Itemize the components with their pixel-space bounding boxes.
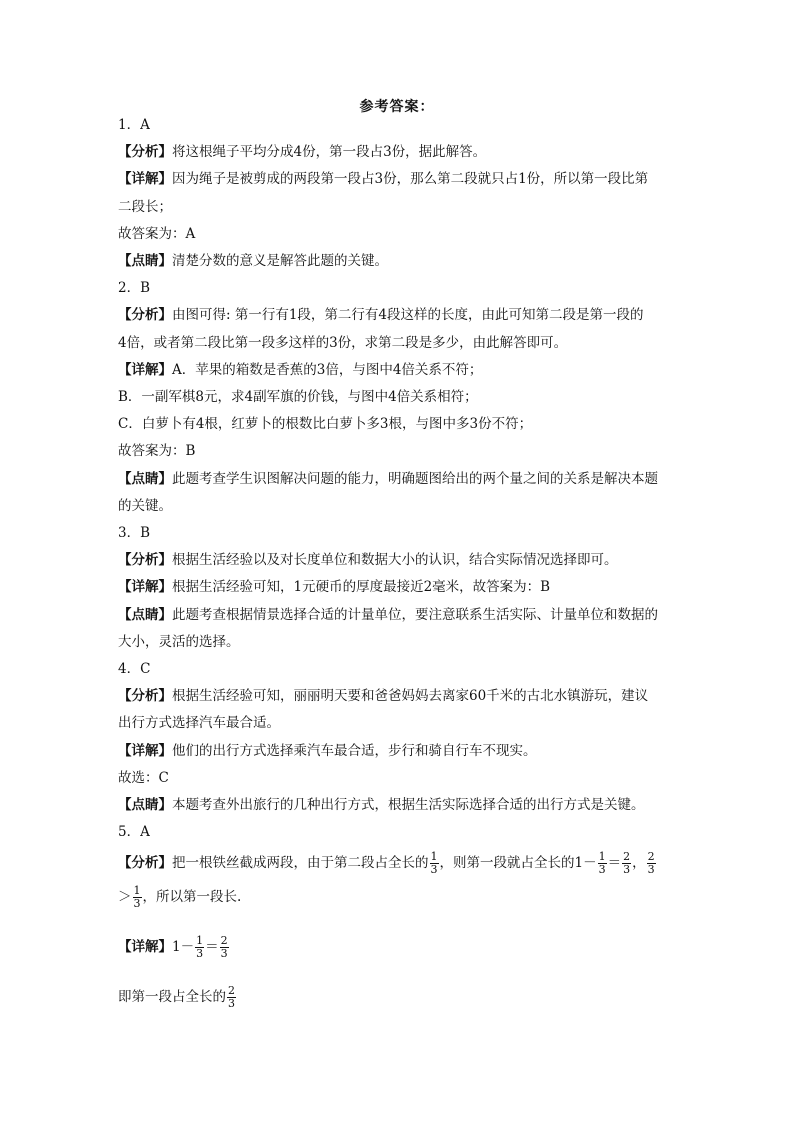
answer-line: 1．A: [118, 117, 150, 133]
answer-key-title: 参考答案：: [359, 99, 435, 115]
denominator: 3: [228, 997, 235, 1011]
answer-line: [118, 302, 678, 329]
answer-line: [118, 574, 678, 601]
line-text: 此题考查根据情景选择合适的计量单位，要注意联系生活实际、计量单位和数据的: [172, 606, 658, 623]
answer-line: [118, 547, 678, 574]
numerator: 1: [598, 850, 606, 864]
line-text: 根据生活经验可知，丽丽明天要和爸爸妈妈去离家60千米的古北水镇游玩，建议: [172, 688, 649, 705]
numerator: 2: [647, 850, 655, 864]
text-segment: ＝: [205, 939, 219, 956]
line-text: 将这根绳子平均分成4份，第一段占3份，据此解答。: [172, 144, 487, 161]
q5-analysis-line: [118, 846, 678, 880]
tag-analysis: 【分析】: [118, 855, 172, 872]
answer-line: 大小，灵活的选择。: [118, 633, 240, 650]
numerator: 2: [220, 934, 228, 948]
denominator: 3: [623, 863, 631, 877]
answer-line: [118, 602, 678, 629]
answer-line: 4．C: [118, 661, 151, 678]
line-text: 清楚分数的意义是解答此题的关键。: [172, 253, 388, 270]
answer-line: 的关键。: [118, 497, 172, 514]
text-segment: ＝: [607, 855, 622, 872]
answer-line: 故选：C: [118, 769, 169, 786]
q5-comparison-line: [118, 880, 678, 914]
q5-conclusion-line: [118, 980, 678, 1014]
fraction-one-third: [133, 885, 142, 910]
denominator: 3: [598, 863, 606, 877]
section-tag: 【点睛】: [118, 253, 172, 270]
fraction-two-thirds: [220, 935, 229, 960]
section-tag: 【详解】: [118, 579, 172, 596]
text-segment: 即第一段占全长的: [118, 989, 226, 1006]
line-text: 他们的出行方式选择乘汽车最合适，步行和骑自行车不现实。: [172, 742, 537, 759]
fraction-one-third: [430, 851, 439, 876]
fraction-two-thirds: [622, 851, 631, 876]
answer-lines: [118, 112, 678, 846]
denominator: 3: [220, 947, 228, 961]
section-tag: 【详解】: [118, 171, 172, 188]
answer-line: [118, 357, 678, 384]
answer-line: 4倍，或者第二段比第一段多这样的3份，求第二段是多少，由此解答即可。: [118, 334, 568, 351]
answer-line: [118, 683, 678, 710]
section-tag: 【分析】: [118, 688, 172, 705]
section-tag: 【分析】: [118, 552, 172, 569]
q5-detail-line: [118, 930, 678, 964]
answer-line: 故答案为：B: [118, 443, 196, 460]
line-text: 此题考查学生识图解决问题的能力，明确题图给出的两个量之间的关系是解决本题: [172, 470, 658, 487]
answer-line: 3．B: [118, 525, 151, 542]
section-tag: 【分析】: [118, 307, 172, 324]
text-segment: ，所以第一段长.: [142, 889, 242, 906]
denominator: 3: [196, 947, 204, 961]
line-text: 本题考查外出旅行的几种出行方式，根据生活实际选择合适的出行方式是关键。: [172, 797, 645, 814]
numerator: 2: [228, 984, 235, 998]
answer-line: [118, 139, 678, 166]
answer-line: 5．A: [118, 824, 150, 841]
text-segment: 1－: [172, 939, 195, 956]
section-tag: 【点睛】: [118, 470, 172, 487]
text-segment: 把一根铁丝截成两段，由于第二段占全长的: [172, 855, 429, 872]
answer-line: [118, 166, 678, 193]
numerator: 1: [196, 934, 204, 948]
line-text: 由图可得: 第一行有1段，第二行有4段这样的长度，由此可知第二段是第一段的: [172, 307, 644, 324]
answer-line: [118, 466, 678, 493]
answer-line: C．白萝卜有4根，红萝卜的根数比白萝卜多3根，与图中多3份不符；: [118, 416, 533, 433]
fraction-two-thirds: [647, 851, 656, 876]
text-segment: ，则第一段就占全长的1－: [439, 855, 597, 872]
fraction-two-thirds: [227, 985, 236, 1010]
section-tag: 【详解】: [118, 361, 172, 378]
text-segment: ，: [632, 855, 646, 872]
text-segment: ＞: [118, 889, 132, 906]
answer-line: [118, 738, 678, 765]
fraction-one-third: [195, 935, 204, 960]
answer-line: 出行方式选择汽车最合适。: [118, 715, 280, 732]
denominator: 3: [430, 863, 438, 877]
section-tag: 【分析】: [118, 144, 172, 161]
line-text: 根据生活经验以及对长度单位和数据大小的认识，结合实际情况选择即可。: [172, 552, 618, 569]
answer-line: 故答案为：A: [118, 225, 196, 242]
section-tag: 【点睛】: [118, 797, 172, 814]
section-tag: 【详解】: [118, 742, 172, 759]
numerator: 1: [133, 884, 141, 898]
denominator: 3: [133, 897, 141, 911]
answer-line: [118, 248, 678, 275]
answer-line: 二段长；: [118, 198, 172, 215]
fraction-one-third: [598, 851, 607, 876]
answer-line: 2．B: [118, 280, 151, 297]
line-text: 因为绳子是被剪成的两段第一段占3份，那么第二段就只占1份，所以第一段比第: [172, 171, 649, 188]
answer-line: [118, 792, 678, 819]
line-text: 根据生活经验可知，1元硬币的厚度最接近2毫米，故答案为：B: [172, 579, 551, 596]
section-tag: 【点睛】: [118, 606, 172, 623]
numerator: 2: [623, 850, 631, 864]
numerator: 1: [430, 850, 438, 864]
answer-content: [118, 112, 678, 1014]
answer-line: B．一副军棋8元，求4副军旗的价钱，与图中4倍关系相符；: [118, 389, 478, 406]
line-text: A．苹果的箱数是香蕉的3倍，与图中4倍关系不符；: [172, 361, 483, 378]
denominator: 3: [647, 863, 655, 877]
tag-detail: 【详解】: [118, 939, 172, 956]
